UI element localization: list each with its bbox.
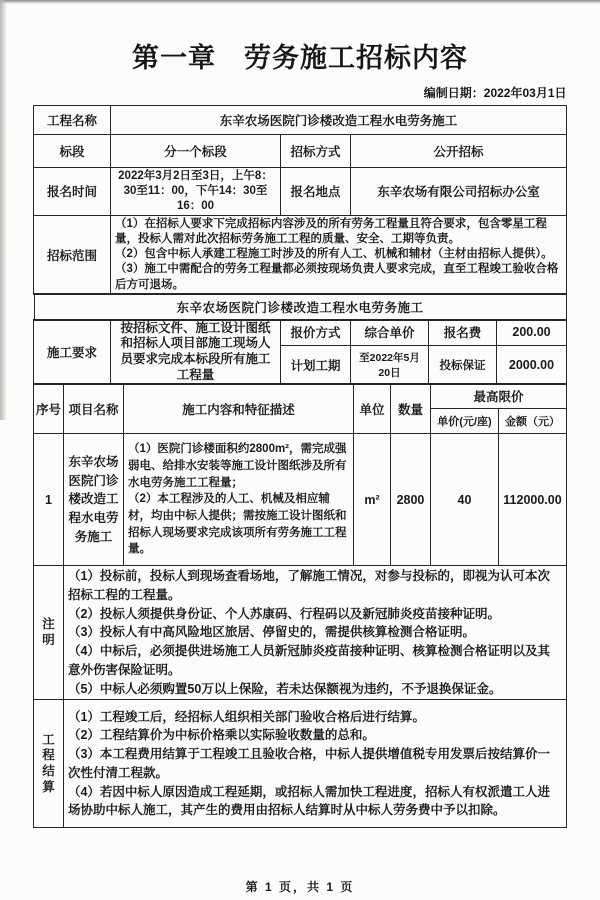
signup-time-value: 2022年3月2日至3日，上午8：30至11：00，下午14：30至16：00 xyxy=(111,168,281,216)
signup-fee-label: 报名费 xyxy=(429,319,497,345)
project-name-value: 东辛农场医院门诊楼改造工程水电劳务施工 xyxy=(111,106,567,135)
table-row xyxy=(34,215,567,294)
item-row xyxy=(33,434,566,566)
scope-item-3: （3）施工中需配合的劳务工程量都必须按现场负责人要求完成，直至工程竣工验收合格后方可退场。 xyxy=(115,263,559,291)
table-row xyxy=(34,106,567,135)
note-1: （1）投标前，投标人到现场查看场地，了解施工情况，对参与投标的，即视为认可本次招标工程的工程量。 xyxy=(67,569,550,602)
table-row xyxy=(34,135,567,168)
table-row xyxy=(34,168,567,216)
item-no: 1 xyxy=(33,434,63,566)
scope-content xyxy=(111,215,567,294)
section-title: 东辛农场医院门诊楼改造工程水电劳务施工 xyxy=(34,293,566,320)
item-name: 东辛农场医院门诊楼改造工程水电劳务施工 xyxy=(63,434,123,566)
requirements-label: 施工要求 xyxy=(34,319,111,385)
notes-row xyxy=(33,566,566,700)
settlement-4: （4）若因中标人原因造成工程延期，或招标人需加快工程进度，招标人有权派遣工人进场协助中标人施工，其产生的费用由招标人结算时从中标人劳务费中予以扣除。 xyxy=(67,784,550,818)
table-row xyxy=(34,293,566,320)
section-value: 分一个标段 xyxy=(111,135,281,168)
item-qty: 2800 xyxy=(390,434,430,566)
col-header-desc: 施工内容和特征描述 xyxy=(123,384,353,434)
table-row xyxy=(34,319,567,345)
signup-time-label: 报名时间 xyxy=(34,168,111,216)
requirements-table xyxy=(33,319,567,386)
settlement-1: （1）工程竣工后，经招标人组织相关部门验收合格后进行结算。 xyxy=(67,709,425,724)
note-2: （2）投标人须提供身份证、个人苏康码、行程码以及新冠肺炎疫苗接种证明。 xyxy=(67,606,500,621)
items-header-row xyxy=(33,384,566,409)
bid-method-label: 招标方式 xyxy=(281,135,351,168)
notes-content xyxy=(63,566,566,700)
scope-item-1: （1）在招标人要求下完成招标内容涉及的所有劳务工程量且符合要求，包含零星工程量，投标人需对此次招标劳务施工工程的质量、安全、工期等负责。 xyxy=(115,217,547,245)
page-title: 第一章 劳务施工招标内容 xyxy=(132,43,468,73)
section-title-table xyxy=(34,293,567,321)
note-4: （4）中标后，必须提供进场施工人员新冠肺炎疫苗接种证明、核算检测合格证明以及其意外伤害保险证明。 xyxy=(67,644,550,677)
signup-place-value: 东辛农场有限公司招标办公室 xyxy=(351,168,567,216)
compile-date: 编制日期：2022年03月1日 xyxy=(423,86,567,100)
col-header-unit-price: 单价(元/座) xyxy=(430,409,498,434)
quote-method-label: 报价方式 xyxy=(281,319,351,345)
requirements-text: 按招标文件、施工设计图纸和招标人项目部施工现场人员要求完成本标段所有施工工程量 xyxy=(111,319,281,385)
page-footer: 第 1 页，共 1 页 xyxy=(245,880,355,895)
item-desc-1: （1）医院门诊楼面积约2800m²，需完成强弱电、给排水安装等施工设计图纸涉及所有水电劳务施工工程量； xyxy=(127,443,347,489)
signup-fee-value: 200.00 xyxy=(497,319,567,345)
notes-label: 注明 xyxy=(33,566,63,700)
col-header-qty: 数量 xyxy=(390,384,430,434)
plan-period-label: 计划工期 xyxy=(281,345,351,384)
col-header-name: 项目名称 xyxy=(63,384,123,434)
info-table xyxy=(33,105,567,295)
bid-bond-value: 2000.00 xyxy=(497,345,567,384)
item-unit-price: 40 xyxy=(430,434,498,566)
col-header-amount: 金额（元） xyxy=(498,409,566,434)
settlement-row xyxy=(33,700,566,828)
col-header-max-price: 最高限价 xyxy=(430,384,566,409)
item-amount: 112000.00 xyxy=(498,434,566,566)
note-3: （3）投标人有中高风险地区旅居、停留史的，需提供核算检测合格证明。 xyxy=(67,625,475,640)
project-name-label: 工程名称 xyxy=(34,106,111,135)
item-unit: m² xyxy=(353,434,390,566)
settlement-label: 工程结算 xyxy=(33,700,63,828)
scope-label: 招标范围 xyxy=(34,215,111,294)
scan-edge-left xyxy=(0,0,7,420)
items-table xyxy=(33,383,567,828)
item-desc-2: （2）本工程涉及的人工、机械及相应辅材，均由中标人提供；需按施工设计图纸和招标人现场要求完成该项所有劳务施工工程量。 xyxy=(127,493,347,556)
scope-item-2: （2）包含中标人承建工程施工时涉及的所有人工、机械和辅材（主材由招标人提供）。 xyxy=(115,248,553,261)
section-label: 标段 xyxy=(34,135,111,168)
item-desc xyxy=(123,434,353,566)
quote-method-value: 综合单价 xyxy=(351,319,429,345)
signup-place-label: 报名地点 xyxy=(281,168,351,216)
settlement-content xyxy=(63,700,566,828)
bid-method-value: 公开招标 xyxy=(351,135,567,168)
settlement-3: （3）本工程费用结算于工程竣工且验收合格，中标人提供增值税专用发票后按结算价一次性付清工程款。 xyxy=(67,747,550,780)
note-5: （5）中标人必须购置50万以上保险，若未达保额视为违约，不予退换保证金。 xyxy=(67,681,502,696)
col-header-unit: 单位 xyxy=(353,384,390,434)
settlement-2: （2）工程结算价为中标价格乘以实际验收数量的总和。 xyxy=(67,728,375,743)
col-header-no: 序号 xyxy=(33,384,63,434)
scan-edge-top xyxy=(0,0,600,4)
plan-period-value: 至2022年5月20日 xyxy=(351,345,429,384)
bid-bond-label: 投标保证 xyxy=(429,345,497,384)
